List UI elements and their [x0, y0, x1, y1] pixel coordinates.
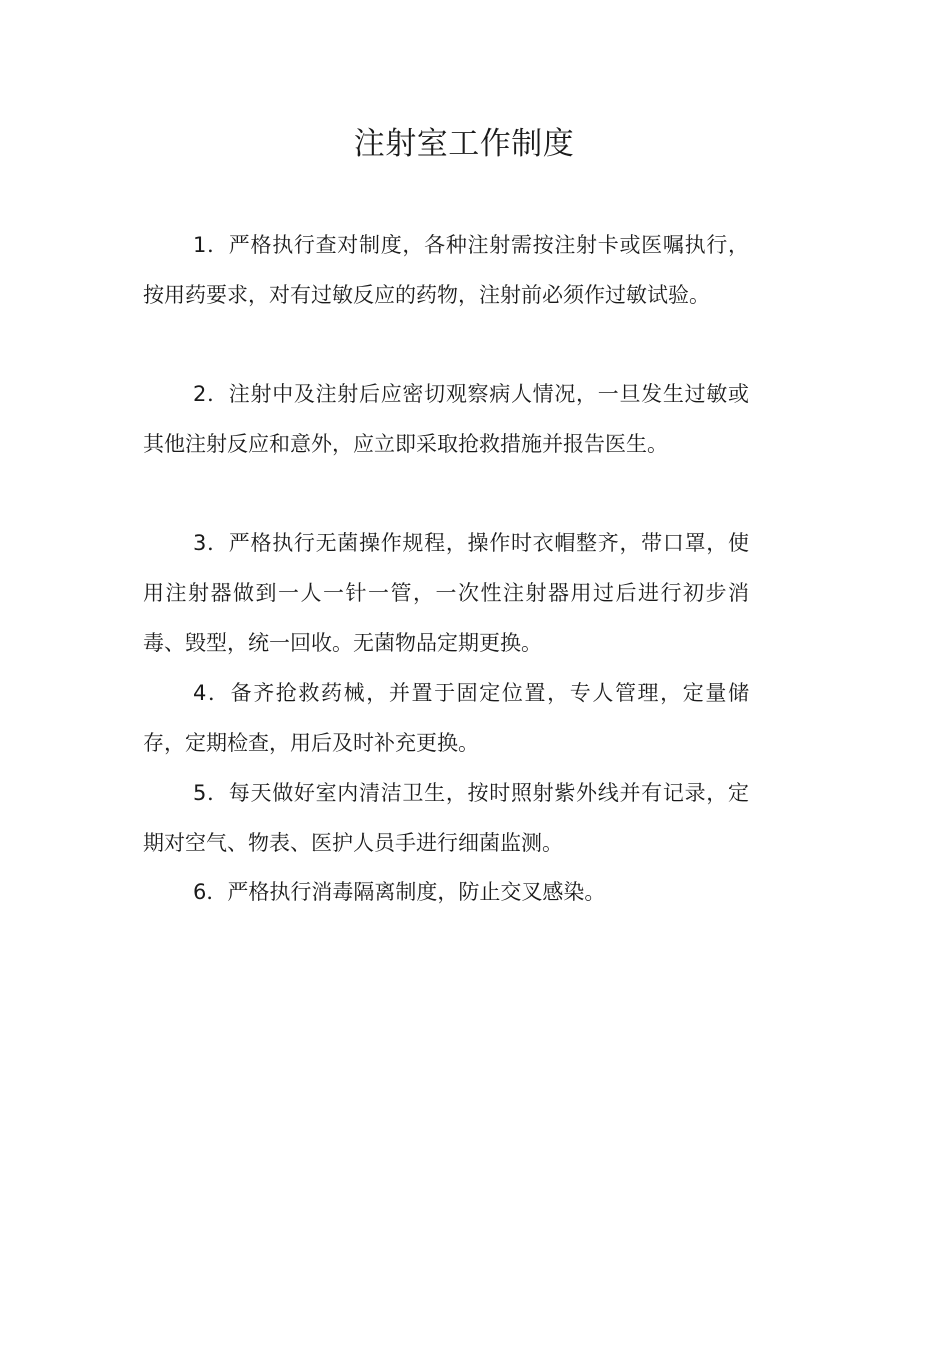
clause-text: 严格执行消毒隔离制度，防止交叉感染。 — [227, 880, 606, 904]
clause-3 — [143, 518, 749, 668]
clause-1 — [143, 220, 749, 320]
clause-number: 3． — [193, 531, 229, 555]
document-title: 注射室工作制度 — [353, 126, 575, 162]
clause-5 — [143, 768, 749, 868]
clause-2 — [143, 369, 749, 469]
clause-4 — [143, 668, 749, 768]
clause-text: 注射中及注射后应密切观察病人情况，一旦发生过敏或其他注射反应和意外，应立即采取抢救措施并报告医生。 — [143, 382, 749, 456]
clause-text: 严格执行查对制度，各种注射需按注射卡或医嘱执行，按用药要求，对有过敏反应的药物，注射前必须作过敏试验。 — [143, 233, 749, 307]
clause-text: 备齐抢救药械，并置于固定位置，专人管理，定量储存，定期检查，用后及时补充更换。 — [143, 681, 749, 755]
clause-number: 1． — [193, 233, 229, 257]
clause-text: 每天做好室内清洁卫生，按时照射紫外线并有记录，定期对空气、物表、医护人员手进行细菌监测。 — [143, 781, 749, 855]
clause-number: 2． — [193, 382, 229, 406]
clause-number: 4． — [193, 681, 231, 705]
clause-6 — [143, 867, 749, 917]
clause-text: 严格执行无菌操作规程，操作时衣帽整齐，带口罩，使用注射器做到一人一针一管，一次性注射器用过后进行初步消毒、毁型，统一回收。无菌物品定期更换。 — [143, 531, 749, 655]
clause-number: 6． — [193, 880, 228, 904]
clause-number: 5． — [193, 781, 229, 805]
